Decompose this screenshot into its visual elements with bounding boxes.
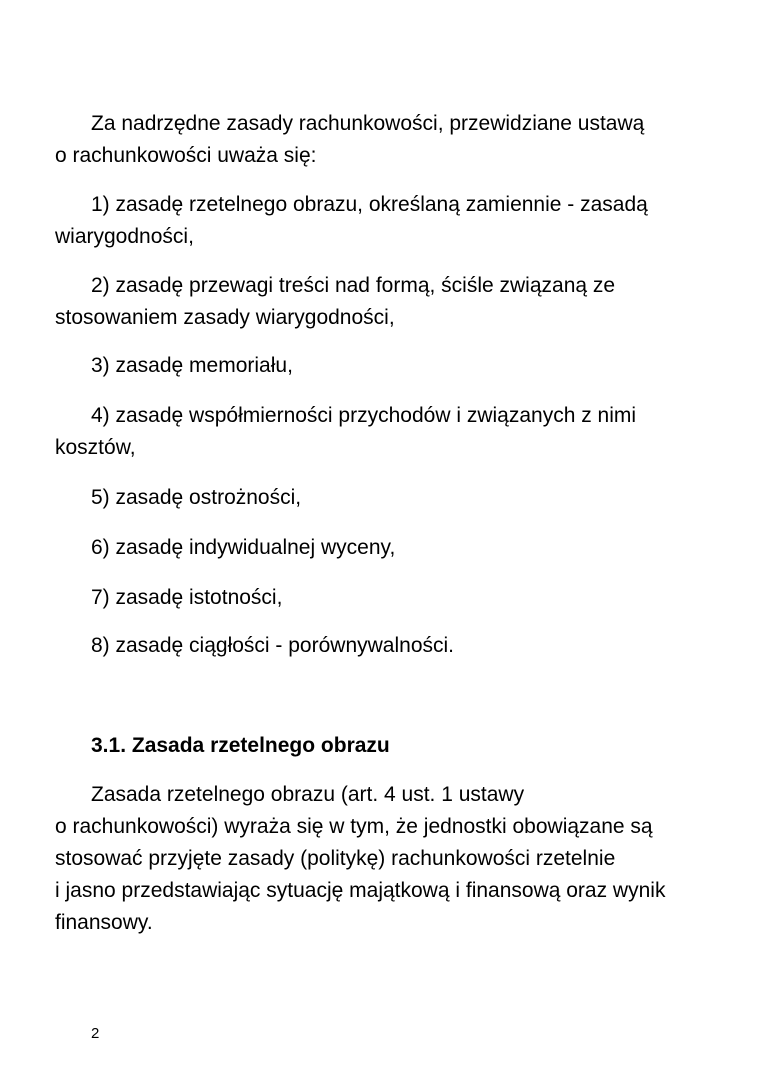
paragraph-line: i jasno przedstawiając sytuację majątkową i finansową oraz wynik	[55, 879, 666, 902]
list-item: 8) zasadę ciągłości - porównywalności.	[91, 634, 454, 657]
intro-line-2: o rachunkowości uważa się:	[55, 144, 317, 167]
paragraph-line: o rachunkowości) wyraża się w tym, że jednostki obowiązane są	[55, 815, 653, 838]
list-item: 3) zasadę memoriału,	[91, 354, 293, 377]
section-heading: 3.1. Zasada rzetelnego obrazu	[91, 734, 390, 757]
list-item: 7) zasadę istotności,	[91, 586, 283, 609]
intro-line-1: Za nadrzędne zasady rachunkowości, przewidziane ustawą	[91, 112, 645, 135]
list-item: 5) zasadę ostrożności,	[91, 486, 302, 509]
list-item-continuation: wiarygodności,	[55, 225, 194, 248]
list-item-continuation: stosowaniem zasady wiarygodności,	[55, 306, 395, 329]
paragraph-line: stosować przyjęte zasady (politykę) rachunkowości rzetelnie	[55, 847, 616, 870]
list-item: 4) zasadę współmierności przychodów i związanych z nimi	[91, 404, 637, 427]
paragraph-line: Zasada rzetelnego obrazu (art. 4 ust. 1 ustawy	[91, 783, 525, 806]
list-item-continuation: kosztów,	[55, 436, 136, 459]
page-number: 2	[91, 1025, 100, 1042]
list-item: 1) zasadę rzetelnego obrazu, określaną zamiennie - zasadą	[91, 193, 648, 216]
list-item: 6) zasadę indywidualnej wyceny,	[91, 536, 396, 559]
list-item: 2) zasadę przewagi treści nad formą, ściśle związaną ze	[91, 274, 616, 297]
paragraph-line: finansowy.	[55, 911, 153, 934]
